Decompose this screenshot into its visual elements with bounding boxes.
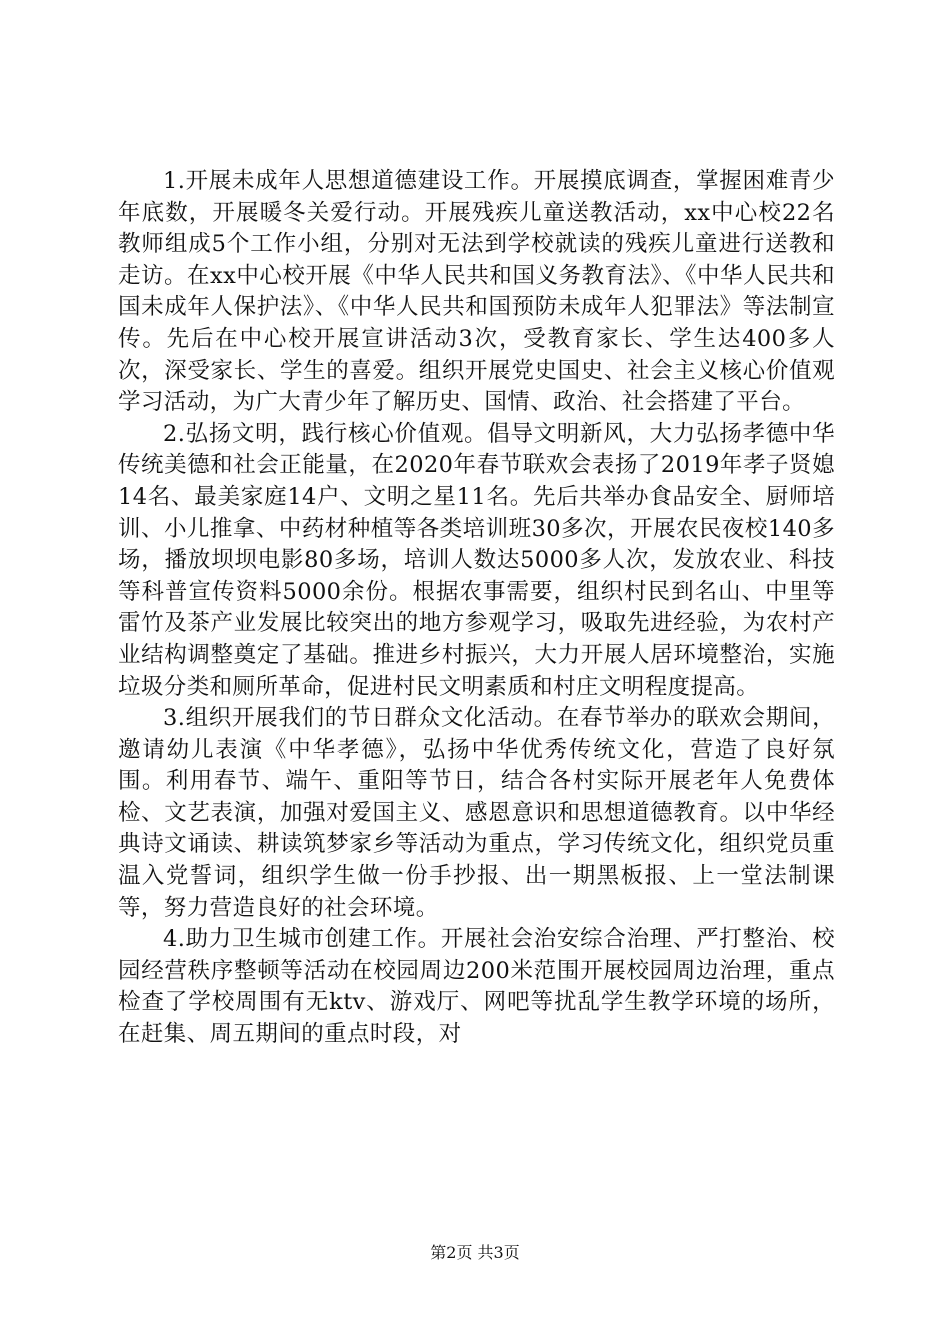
paragraph-3: 3.组织开展我们的节日群众文化活动。在春节举办的联欢会期间，邀请幼儿表演《中华孝德》，弘扬中华优秀传统文化，营造了良好氛围。利用春节、端午、重阳等节日，结合各村实际开展老年人免费体检、文艺表演，加强对爱国主义、感恩意识和思想道德教育。以中华经典诗文诵读、耕读筑梦家乡等活动为重点，学习传统文化，组织党员重温入党誓词，组织学生做一份手抄报、出一期黑板报、上一堂法制课等，努力营造良好的社会环境。 — [118, 705, 835, 921]
page-number-footer: 第2页 共3页 — [430, 1243, 520, 1262]
document-body — [118, 166, 835, 1051]
paragraph-4: 4.助力卫生城市创建工作。开展社会治安综合治理、严打整治、校园经营秩序整顿等活动在校园周边200米范围开展校园周边治理，重点检查了学校周围有无ktv、游戏厅、网吧等扰乱学生教学环境的场所，在赶集、周五期间的重点时段，对 — [118, 926, 835, 1048]
paragraph-1: 1.开展未成年人思想道德建设工作。开展摸底调查，掌握困难青少年底数，开展暖冬关爱行动。开展残疾儿童送教活动，xx中心校22名教师组成5个工作小组，分别对无法到学校就读的残疾儿童进行送教和走访。在xx中心校开展《中华人民共和国义务教育法》、《中华人民共和国未成年人保护法》、《中华人民共和国预防未成年人犯罪法》等法制宣传。先后在中心校开展宣讲活动3次，受教育家长、学生达400多人次，深受家长、学生的喜爱。组织开展党史国史、社会主义核心价值观学习活动，为广大青少年了解历史、国情、政治、社会搭建了平台。 — [118, 168, 835, 416]
paragraph-2: 2.弘扬文明，践行核心价值观。倡导文明新风，大力弘扬孝德中华传统美德和社会正能量，在2020年春节联欢会表扬了2019年孝子贤媳14名、最美家庭14户、文明之星11名。先后共举办食品安全、厨师培训、小儿推拿、中药材种植等各类培训班30多次，开展农民夜校140多场，播放坝坝电影80多场，培训人数达5000多人次，发放农业、科技等科普宣传资料5000余份。根据农事需要，组织村民到名山、中里等雷竹及茶产业发展比较突出的地方参观学习，吸取先进经验，为农村产业结构调整奠定了基础。推进乡村振兴，大力开展人居环境整治，实施垃圾分类和厕所革命，促进村民文明素质和村庄文明程度提高。 — [118, 420, 835, 700]
